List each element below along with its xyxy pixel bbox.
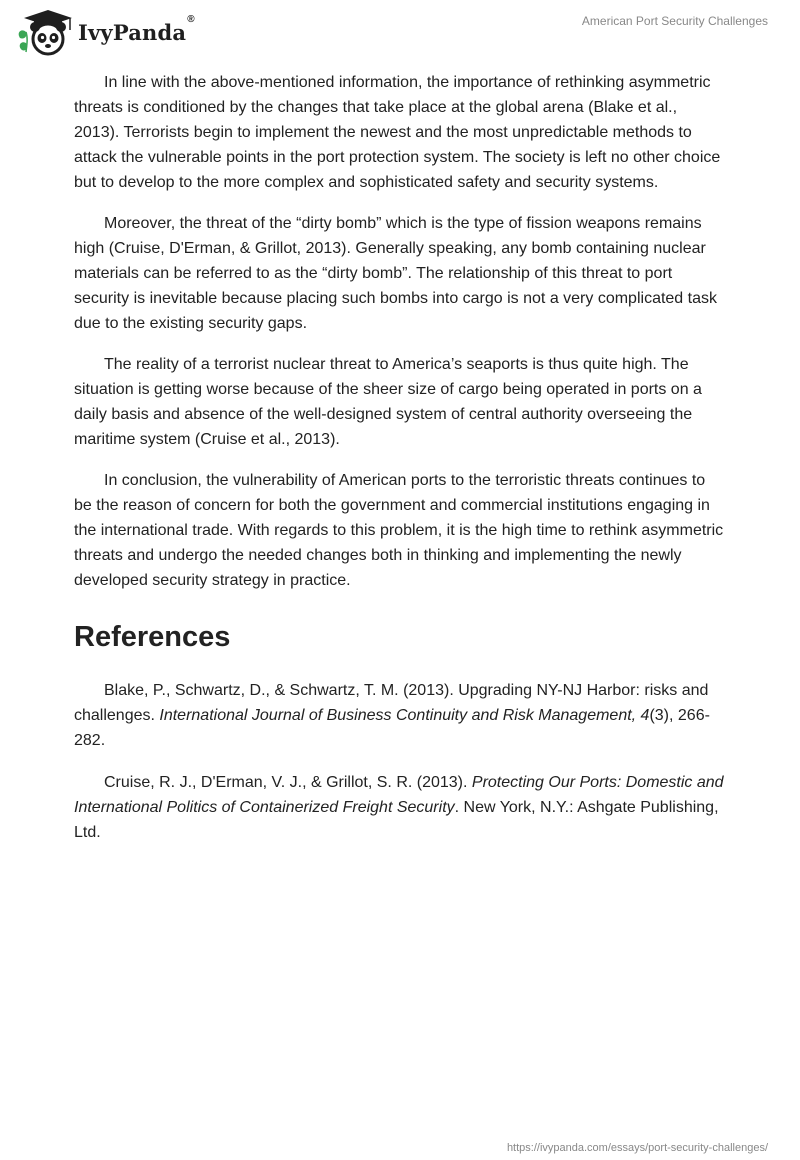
reference-item-2 xyxy=(74,770,726,845)
panda-logo-icon xyxy=(14,8,76,56)
reference-1-journal: International Journal of Business Continuity and Risk Management, 4 xyxy=(159,707,650,724)
essay-content xyxy=(74,70,726,862)
reference-1-authors: Blake, P., Schwartz, D., & Schwartz, T. M. (2013). Upgrading NY-NJ Harbor: risks and challenges. xyxy=(74,682,709,724)
body-paragraph-4: In conclusion, the vulnerability of American ports to the terroristic threats continues to be the reason of concern for both the government and commercial institutions engaging in the international trade. With regards to this problem, it is the high time to rethink asymmetric threats and undergo the needed changes both in thinking and implementing the newly developed security strategy in practice. xyxy=(74,472,724,589)
reference-item-1 xyxy=(74,678,726,753)
document-title: American Port Security Challenges xyxy=(581,14,768,28)
reference-1-details: (3), 266-282. xyxy=(74,707,710,749)
brand-name: IvyPanda® xyxy=(78,13,195,45)
reference-2-details: . New York, N.Y.: Ashgate Publishing, Ltd. xyxy=(74,799,719,841)
reference-2-authors: Cruise, R. J., D'Erman, V. J., & Grillot, S. R. (2013). xyxy=(104,774,472,791)
registered-mark: ® xyxy=(187,13,195,25)
body-paragraph-3: The reality of a terrorist nuclear threat to America’s seaports is thus quite high. The situation is getting worse because of the sheer size of cargo being operated in ports on a daily basis and absence of the well-designed system of central authority overseeing the maritime system (Cruise et al., 2013). xyxy=(74,356,702,448)
reference-2-title: Protecting Our Ports: Domestic and International Politics of Containerized Freight Security xyxy=(74,774,724,816)
footer-url-link[interactable]: https://ivypanda.com/essays/port-security-challenges/ xyxy=(506,1142,768,1154)
body-paragraph-1: In line with the above-mentioned information, the importance of rethinking asymmetric threats is conditioned by the changes that take place at the global arena (Blake et al., 2013). Terrorists begin to implement the newest and the most unpredictable methods to attack the vulnerable points in the port protection system. The society is left no other choice but to develop to the more complex and sophisticated safety and security systems. xyxy=(74,74,721,191)
references-heading: References xyxy=(74,621,231,653)
site-logo[interactable] xyxy=(14,8,195,56)
body-paragraph-2: Moreover, the threat of the “dirty bomb” which is the type of fission weapons remains high (Cruise, D'Erman, & Grillot, 2013). Generally speaking, any bomb containing nuclear materials can be referred to as the “dirty bomb”. The relationship of this threat to port security is inevitable because placing such bombs into cargo is not a very complicated task due to the existing security gaps. xyxy=(74,215,717,332)
